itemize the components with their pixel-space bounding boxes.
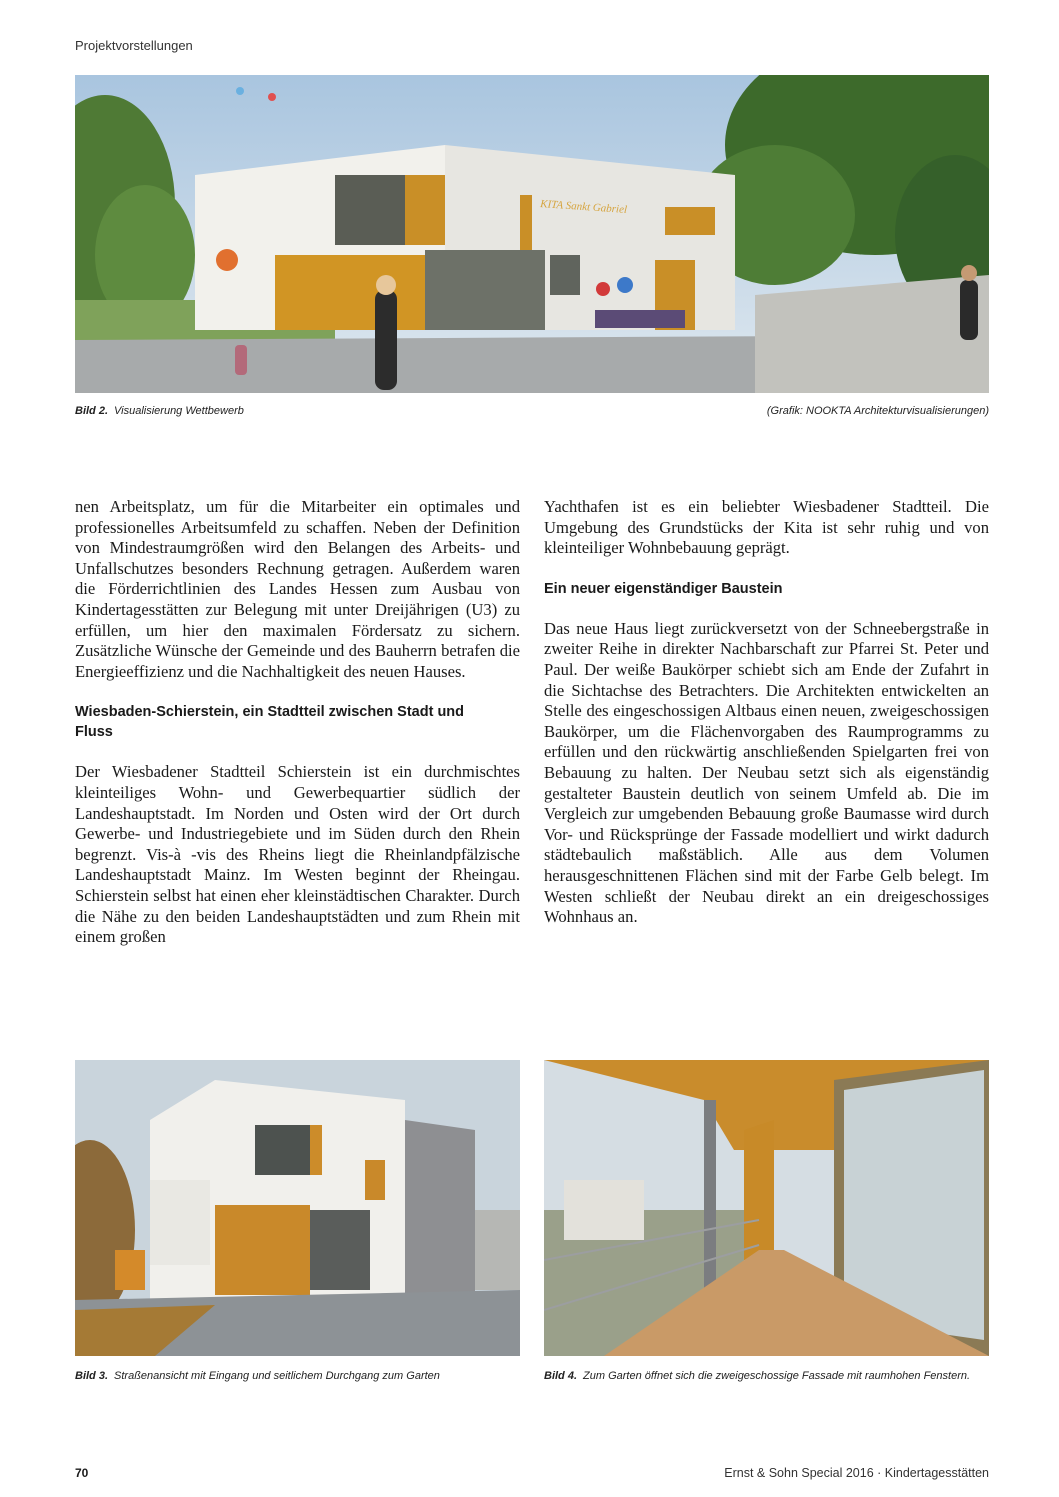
section-heading: Wiesbaden-Schierstein, ein Stadtteil zwischen Stadt und Fluss [75, 704, 465, 741]
paragraph: nen Arbeitsplatz, um für die Mitarbeiter ein optimales und professionelles Arbeitsumfeld zu schaffen. Neben der Definition von Mindestraumgrößen wird den Belangen des Arbeits- und Unfallschutzes besonders Rechnung getragen. Außerdem waren die Förderrichtlinien des Landes Hessen zum Ausbau von Kindertagesstätten zur Belegung mit unter Dreijährigen (U3) zu erfüllen, um hier den maximalen Fördersatz zu sichern. Zusätzliche Wünsche der Gemeinde und des Bauherrn betrafen die Energieeffizienz und die Nachhaltigkeit des neuen Hauses. [75, 497, 520, 681]
section-heading: Ein neuer eigenständiger Baustein [544, 580, 783, 597]
kita-sign-text: KITA Sankt Gabriel [539, 198, 628, 217]
figure-2-visualisation [75, 75, 989, 393]
figure-2-caption [75, 405, 244, 417]
page-number: 70 [75, 1466, 89, 1480]
figure-3-number: Bild 3. [75, 1370, 109, 1382]
running-head: Projektvorstellungen [75, 38, 193, 53]
figure-3-street-view [75, 1060, 520, 1356]
figure-4-balcony [544, 1060, 989, 1356]
figure-3-caption [75, 1370, 440, 1382]
figure-3-caption-text: Straßenansicht mit Eingang und seitlichem Durchgang zum Garten [114, 1370, 440, 1382]
paragraph: Der Wiesbadener Stadtteil Schierstein ist ein durchmischtes kleinteiliges Wohn- und Gewerbequartier südlich der Landeshauptstadt. Im Norden und Osten wird der Ort durch Gewerbe- und Industriegebiete und im Süden durch den Rhein begrenzt. Vis-à -vis des Rheins liegt die Rheinlandpfälzische Landeshauptstadt Mainz. Im Westen beginnt der Rheingau. Schierstein selbst hat einen eher kleinstädtischen Charakter. Durch die Nähe zu den beiden Landeshauptstädten und zum Rhein mit einem großen [75, 762, 520, 947]
text-column-left [75, 497, 520, 948]
paragraph: Yachthafen ist es ein beliebter Wiesbadener Stadtteil. Die Umgebung des Grundstücks der Kita ist sehr ruhig und von kleinteiliger Wohnbebauung geprägt. [544, 497, 989, 558]
figure-2-number: Bild 2. [75, 405, 109, 417]
figure-4-caption [544, 1370, 970, 1382]
figure-4-caption-text: Zum Garten öffnet sich die zweigeschossige Fassade mit raumhohen Fenstern. [583, 1370, 971, 1382]
figure-4-number: Bild 4. [544, 1370, 578, 1382]
publication-footer: Ernst & Sohn Special 2016 · Kindertagesstätten [724, 1466, 989, 1480]
paragraph: Das neue Haus liegt zurückversetzt von der Schneebergstraße in zweiter Reihe in direkter Nachbarschaft zur Pfarrei St. Peter und Paul. Der weiße Baukörper schiebt sich am Ende der Zufahrt in die Sichtachse des Betrachters. Die Architekten entwickelten an Stelle des eingeschossigen Altbaus einen neuen, zweigeschossigen Baukörper, um die Flächenvorgaben des Raumprogramms zu erfüllen und den rückwärtig anschließenden Spielgarten frei von Bebauung zu halten. Der Neubau setzt sich als eigenständig gestalteter Baustein deutlich von seinem Umfeld ab. Die im Vergleich zur umgebenden Bebauung große Baumasse wird durch Vor- und Rücksprünge der Fassade modelliert und wirkt dadurch städtebaulich maßstäblich. Alle aus dem Volumen herausgeschnittenen Flächen sind mit der Farbe Gelb belegt. Im Westen schließt der Neubau direkt an ein dreigeschossiges Wohnhaus an. [544, 618, 989, 927]
figure-2-caption-text: Visualisierung Wettbewerb [114, 405, 244, 417]
figure-2-credit: (Grafik: NOOKTA Architekturvisualisierungen) [766, 405, 989, 417]
text-column-right [544, 497, 989, 928]
